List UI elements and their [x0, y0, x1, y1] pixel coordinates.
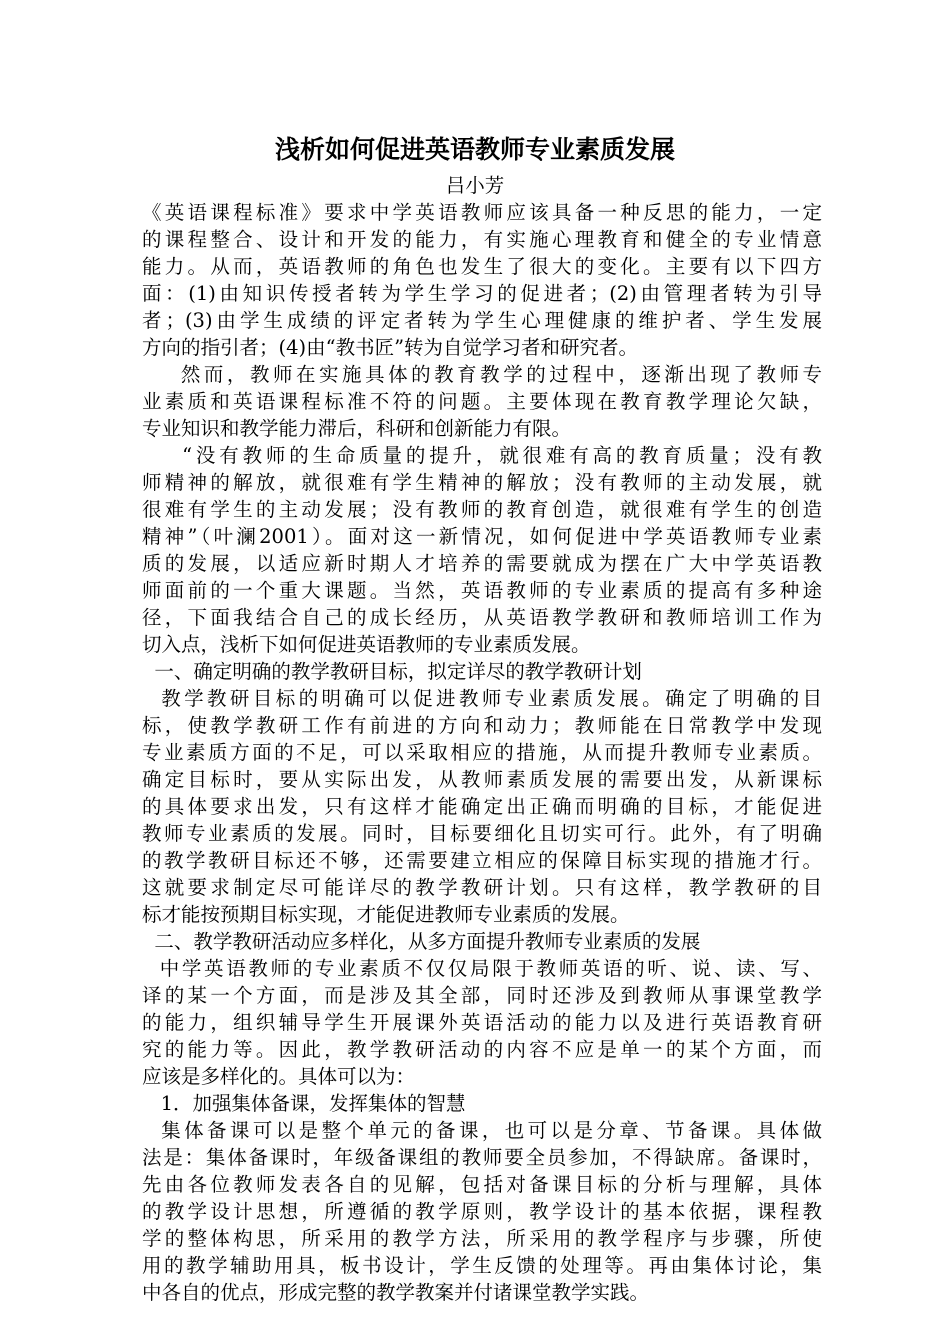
text-line: 一、确定明确的教学教研目标，拟定详尽的教学教研计划 — [142, 660, 642, 683]
text-line: 中各自的优点，形成完整的教学教案并付诸课堂教学实践。 — [142, 1281, 650, 1304]
text-line: 切入点，浅析下如何促进英语教师的专业素质发展。 — [142, 633, 591, 656]
text-line: 先由各位教师发表各自的见解，包括对备课目标的分析与理解，具体 — [142, 1173, 822, 1196]
document-title: 浅析如何促进英语教师专业素质发展 — [274, 135, 675, 164]
text-line: 译的某一个方面，而是涉及其全部，同时还涉及到教师从事课堂教学 — [142, 984, 822, 1007]
text-line: 很难有学生的主动发展；没有教师的教育创造，就很难有学生的创造 — [142, 498, 822, 521]
text-line: 法是：集体备课时，年级备课组的教师要全员参加，不得缺席。备课时， — [142, 1146, 822, 1169]
body-paragraph — [142, 685, 822, 928]
text-line: 精神”（叶澜2001）。面对这一新情况，如何促进中学英语教师专业素 — [142, 525, 822, 548]
text-line: 的能力，组织辅导学生开展课外英语活动的能力以及进行英语教育研 — [142, 1011, 822, 1034]
text-line: 究的能力等。因此，教学教研活动的内容不应是单一的某个方面，而 — [142, 1038, 822, 1061]
text-line: 标才能按预期目标实现，才能促进教师专业素质的发展。 — [142, 903, 630, 926]
text-line: 二、教学教研活动应多样化，从多方面提升教师专业素质的发展 — [142, 930, 701, 953]
section-heading — [142, 928, 822, 955]
text-line: “没有教师的生命质量的提升，就很难有高的教育质量；没有教 — [142, 444, 822, 467]
text-line: 师精神的解放，就很难有学生精神的解放；没有教师的主动发展，就 — [142, 471, 822, 494]
text-line: 的教学设计思想，所遵循的教学原则，教学设计的基本依据，课程教 — [142, 1200, 822, 1223]
text-line: 专业素质方面的不足，可以采取相应的措施，从而提升教师专业素质。 — [142, 741, 822, 764]
text-line: 的课程整合、设计和开发的能力，有实施心理教育和健全的专业情意 — [142, 228, 822, 251]
text-line: 集体备课可以是整个单元的备课，也可以是分章、节备课。具体做 — [142, 1119, 822, 1142]
body-paragraph — [142, 199, 822, 361]
document-body — [142, 199, 822, 1306]
text-line: 教师专业素质的发展。同时，目标要细化且切实可行。此外，有了明确 — [142, 822, 822, 845]
section-heading — [142, 658, 822, 685]
document-author: 吕小芳 — [445, 174, 505, 197]
text-line: 教学教研目标的明确可以促进教师专业素质发展。确定了明确的目 — [142, 687, 822, 710]
body-paragraph — [142, 955, 822, 1090]
text-line: 确定目标时，要从实际出发，从教师素质发展的需要出发，从新课标 — [142, 768, 822, 791]
text-line: 的具体要求出发，只有这样才能确定出正确而明确的目标，才能促进 — [142, 795, 822, 818]
body-paragraph — [142, 442, 822, 658]
text-line: 师面前的一个重大课题。当然，英语教师的专业素质的提高有多种途 — [142, 579, 822, 602]
text-line: 能力。从而，英语教师的角色也发生了很大的变化。主要有以下四方 — [142, 255, 822, 278]
text-line: 者；(3)由学生成绩的评定者转为学生心理健康的维护者、学生发展 — [142, 309, 822, 332]
text-line: 专业知识和教学能力滞后，科研和创新能力有限。 — [142, 417, 572, 440]
text-line: 中学英语教师的专业素质不仅仅局限于教师英语的听、说、读、写、 — [142, 957, 822, 980]
text-line: 方向的指引者；(4)由“教书匠”转为自觉学习者和研究者。 — [142, 336, 639, 359]
text-line: 应该是多样化的。具体可以为： — [142, 1065, 416, 1088]
text-line: 质的发展，以适应新时期人才培养的需要就成为摆在广大中学英语教 — [142, 552, 822, 575]
text-line: 然而，教师在实施具体的教育教学的过程中，逐渐出现了教师专 — [142, 363, 822, 386]
body-paragraph — [142, 361, 822, 442]
body-paragraph — [142, 1117, 822, 1306]
section-heading — [142, 1090, 822, 1117]
text-line: 用的教学辅助用具，板书设计，学生反馈的处理等。再由集体讨论，集 — [142, 1254, 822, 1277]
text-line: 面：(1)由知识传授者转为学生学习的促进者；(2)由管理者转为引导 — [142, 282, 822, 305]
text-line: 标，使教学教研工作有前进的方向和动力；教师能在日常教学中发现 — [142, 714, 822, 737]
text-line: 1．加强集体备课，发挥集体的智慧 — [142, 1092, 466, 1115]
text-line: 径，下面我结合自己的成长经历，从英语教学教研和教师培训工作为 — [142, 606, 822, 629]
text-line: 这就要求制定尽可能详尽的教学教研计划。只有这样，教学教研的目 — [142, 876, 822, 899]
text-line: 业素质和英语课程标准不符的问题。主要体现在教育教学理论欠缺， — [142, 390, 822, 413]
text-line: 学的整体构思，所采用的教学方法，所采用的教学程序与步骤，所使 — [142, 1227, 822, 1250]
text-line: 的教学教研目标还不够，还需要建立相应的保障目标实现的措施才行。 — [142, 849, 822, 872]
text-line: 《英语课程标准》要求中学英语教师应该具备一种反思的能力，一定 — [142, 201, 822, 224]
